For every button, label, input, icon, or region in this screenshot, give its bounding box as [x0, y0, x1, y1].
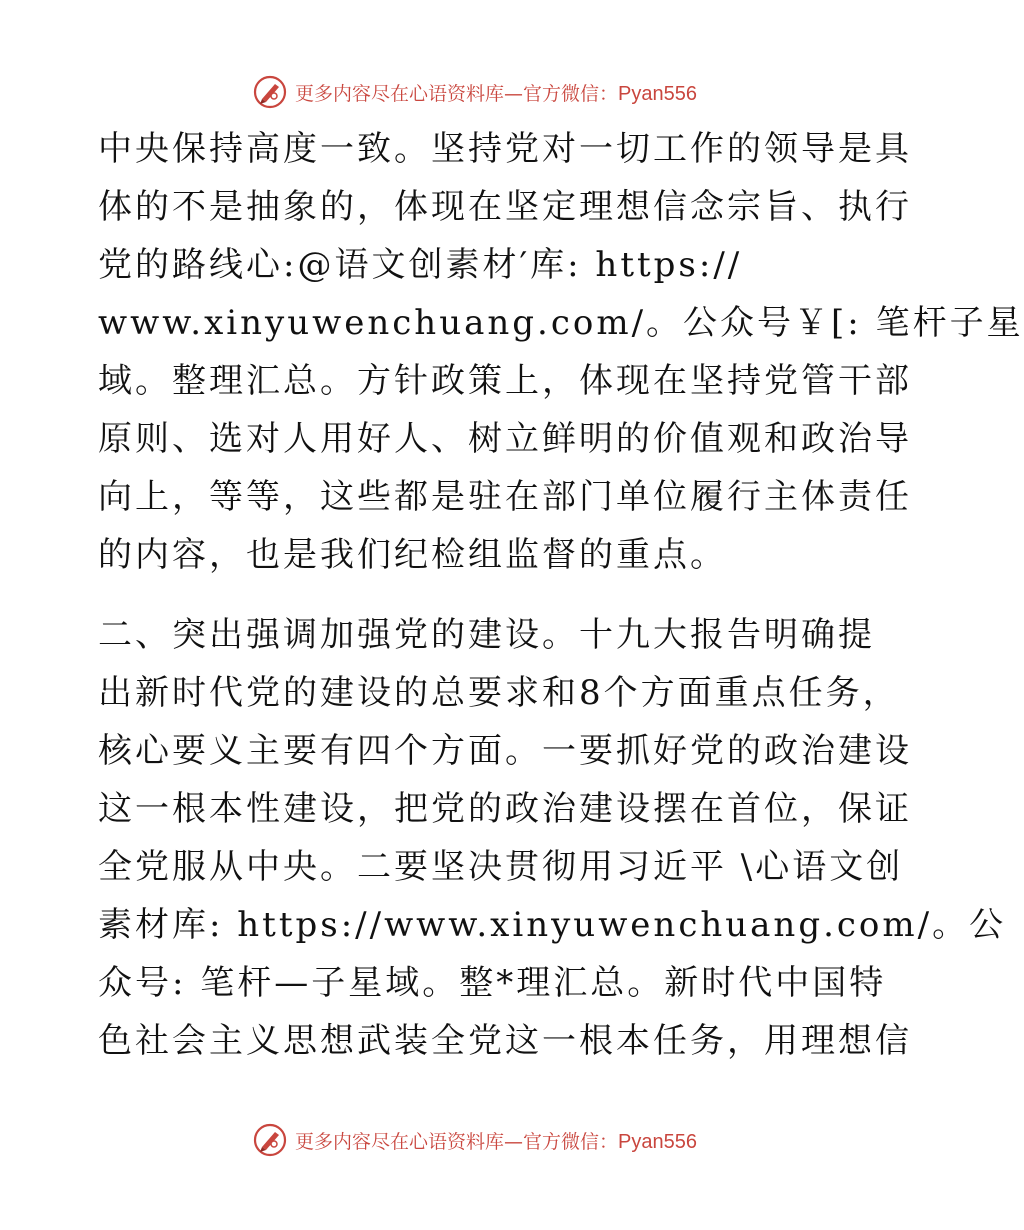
watermark-main-text: 更多内容尽在心语资料库: [295, 1130, 505, 1153]
text-line: 二、突出强调加强党的建设。十九大报告明确提: [98, 615, 875, 655]
paragraph-1: [98, 120, 1024, 584]
watermark-text: [295, 1127, 697, 1154]
pen-logo-icon: [253, 75, 287, 109]
text-line: 这一根本性建设，把党的政治建设摆在首位，保证: [98, 789, 912, 829]
text-line: 出新时代党的建设的总要求和8个方面重点任务，: [98, 673, 900, 713]
text-line: 素材库: https://www.xinyuwenchuang.com/。公: [98, 905, 1007, 945]
text-line: 全党服从中央。二要坚决贯彻用习近平 \心语文创: [98, 847, 904, 887]
header-watermark: [0, 70, 950, 114]
text-line: 色社会主义思想武装全党这一根本任务，用理想信: [98, 1021, 912, 1061]
text-line: 域。整理汇总。方针政策上，体现在坚持党管干部: [98, 361, 912, 401]
paragraph-gap: [98, 584, 850, 606]
text-line: 向上，等等，这些都是驻在部门单位履行主体责任: [98, 477, 912, 517]
text-line: 党的路线心:@语文创素材′库: https://: [98, 245, 743, 285]
text-line: 原则、选对人用好人、树立鲜明的价值观和政治导: [98, 419, 912, 459]
watermark-wechat-label: 官方微信：: [523, 82, 619, 105]
watermark-wechat-id: Pyan556: [618, 82, 697, 105]
document-body: [98, 120, 1024, 1070]
paragraph-2: [98, 606, 1007, 1070]
watermark-main-text: 更多内容尽在心语资料库: [295, 82, 505, 105]
watermark-wechat-id: Pyan556: [618, 1130, 697, 1153]
watermark-separator: —: [504, 1130, 524, 1153]
text-line: 体的不是抽象的，体现在坚定理想信念宗旨、执行: [98, 187, 912, 227]
watermark-text: [295, 79, 697, 106]
text-line: 众号: 笔杆—子星域。整*理汇总。新时代中国特: [98, 963, 887, 1003]
text-line: 的内容，也是我们纪检组监督的重点。: [98, 535, 727, 575]
watermark-wechat-label: 官方微信：: [523, 1130, 619, 1153]
footer-watermark: [0, 1118, 950, 1162]
text-line: 核心要义主要有四个方面。一要抓好党的政治建设: [98, 731, 912, 771]
text-line: www.xinyuwenchuang.com/。公众号￥[: 笔杆子星: [98, 303, 1024, 343]
watermark-separator: —: [504, 82, 524, 105]
text-line: 中央保持高度一致。坚持党对一切工作的领导是具: [98, 129, 912, 169]
pen-logo-icon: [253, 1123, 287, 1157]
